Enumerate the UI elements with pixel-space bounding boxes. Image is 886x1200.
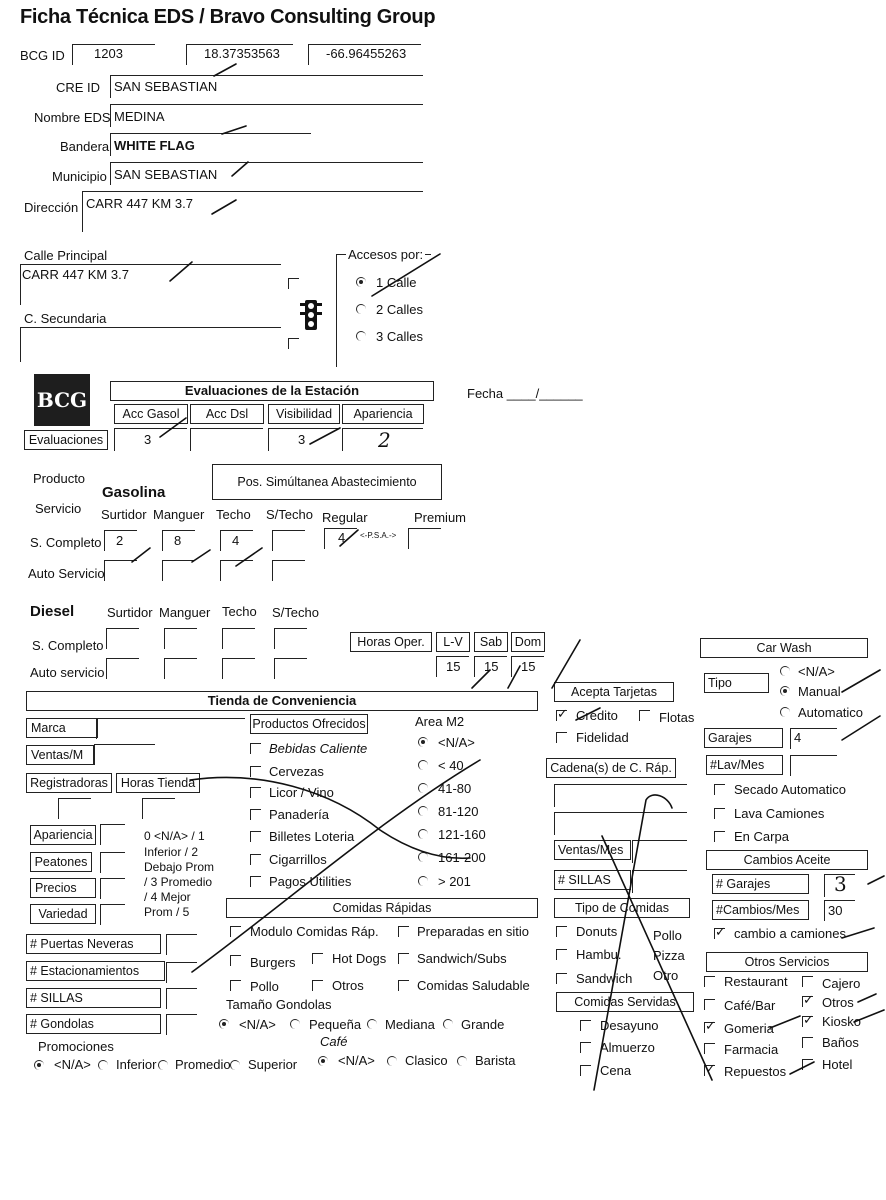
gas-auto-servicio-label: Auto Servicio xyxy=(28,566,105,581)
tamano-na-radio[interactable] xyxy=(219,1019,229,1029)
billetes-loteria-label: Billetes Loteria xyxy=(269,829,355,844)
hot-dogs-checkbox[interactable] xyxy=(312,953,323,964)
area-na-label: <N/A> xyxy=(438,735,475,750)
gas-as-stecho-field[interactable] xyxy=(272,560,305,581)
scale-line-4: / 3 Promedio xyxy=(144,875,213,889)
dsl-as-surtidor-field[interactable] xyxy=(106,658,139,679)
horas-lv-value: 15 xyxy=(446,659,461,674)
cena-label: Cena xyxy=(600,1063,632,1078)
cafe-bar-label: Café/Bar xyxy=(724,998,776,1013)
panaderia-label: Panadería xyxy=(269,807,329,822)
promo-superior-radio[interactable] xyxy=(230,1060,240,1070)
licor-vino-label: Licor / Vino xyxy=(269,785,334,800)
cafe-label: Café xyxy=(320,1034,348,1049)
restaurant-label: Restaurant xyxy=(724,974,788,989)
donuts-label: Donuts xyxy=(576,924,618,939)
promo-superior-label: Superior xyxy=(248,1057,298,1072)
cafe-barista-radio[interactable] xyxy=(457,1056,467,1066)
gas-sc-manguer-value: 8 xyxy=(174,533,182,548)
acceso-1-calle-label: 1 Calle xyxy=(376,275,417,290)
gas-sc-surtidor-value: 2 xyxy=(116,533,124,548)
area-gt201-radio[interactable] xyxy=(418,876,428,886)
cadena-ventas-label: Ventas/Mes xyxy=(554,840,631,860)
dsl-auto-servicio-label: Auto servicio xyxy=(30,665,105,680)
bcg-logo: BCG xyxy=(34,374,90,426)
producto-label: Producto xyxy=(33,471,86,486)
desayuno-checkbox[interactable] xyxy=(580,1020,591,1031)
gomeria-label: Gomeria xyxy=(724,1021,774,1036)
carwash-automatico-radio[interactable] xyxy=(780,707,790,717)
carwash-automatico-label: Automatico xyxy=(798,705,864,720)
carwash-manual-label: Manual xyxy=(798,684,841,699)
bcg-id-value: 1203 xyxy=(94,46,123,61)
bcg-id-label: BCG ID xyxy=(20,48,65,63)
comidas-servidas-header: Comidas Servidas xyxy=(556,992,694,1012)
scale-line-1: 0 <N/A> / 1 xyxy=(144,829,205,843)
calle-secundaria-field[interactable] xyxy=(20,327,281,362)
dsl-as-manguer-field[interactable] xyxy=(164,658,197,679)
calle-secundaria-label: C. Secundaria xyxy=(24,311,107,326)
en-carpa-label: En Carpa xyxy=(734,829,789,844)
promociones-label: Promociones xyxy=(38,1039,114,1054)
peatones-label: Peatones xyxy=(30,852,92,872)
carwash-garajes-value: 4 xyxy=(794,730,802,745)
scale-line-5: / 4 Mejor xyxy=(144,890,191,904)
gasolina-title: Gasolina xyxy=(102,484,166,501)
flotas-label: Flotas xyxy=(659,710,695,725)
en-carpa-checkbox[interactable] xyxy=(714,831,725,842)
gas-techo-header: Techo xyxy=(216,507,251,522)
page-title: Ficha Técnica EDS / Bravo Consulting Group xyxy=(20,6,436,28)
dsl-as-stecho-field[interactable] xyxy=(274,658,307,679)
municipio-label: Municipio xyxy=(52,169,107,184)
diesel-title: Diesel xyxy=(30,603,75,620)
productos-ofrecidos-header: Productos Ofrecidos xyxy=(250,714,368,734)
variedad-label: Variedad xyxy=(30,904,96,924)
tienda-apariencia-label: Apariencia xyxy=(30,825,96,845)
gondolas-label: # Gondolas xyxy=(26,1014,161,1034)
otros-servicio-label: Otros xyxy=(822,995,854,1010)
comidas-rapidas-header: Comidas Rápidas xyxy=(226,898,538,918)
hotel-label: Hotel xyxy=(822,1057,853,1072)
regular-header: Regular xyxy=(322,510,368,525)
peatones-field[interactable] xyxy=(100,852,125,873)
panaderia-checkbox[interactable] xyxy=(250,809,261,820)
cadena-ventas-field[interactable] xyxy=(632,840,687,863)
cervezas-label: Cervezas xyxy=(269,764,324,779)
area-gt201-label: > 201 xyxy=(438,874,471,889)
precios-label: Precios xyxy=(30,878,96,898)
calle-principal-checkbox[interactable] xyxy=(288,278,299,289)
tamano-grande-label: Grande xyxy=(461,1017,505,1032)
cadena-rapida-header: Cadena(s) de C. Ráp. xyxy=(546,758,676,778)
carwash-na-radio[interactable] xyxy=(780,666,790,676)
gas-as-techo-field[interactable] xyxy=(220,560,253,581)
horas-sab-header: Sab xyxy=(474,632,508,652)
pos-simultanea-header: Pos. Simúltanea Abastecimiento xyxy=(212,464,442,500)
scale-line-3: Debajo Prom xyxy=(144,860,215,874)
area-81-120-radio[interactable] xyxy=(418,806,428,816)
desayuno-label: Desayuno xyxy=(600,1018,659,1033)
cambio-camiones-label: cambio a camiones xyxy=(734,926,846,941)
nombre-eds-label: Nombre EDS xyxy=(34,110,111,125)
modulo-comidas-checkbox[interactable] xyxy=(230,926,241,937)
preparadas-sitio-label: Preparadas en sitio xyxy=(417,924,530,939)
lava-camiones-label: Lava Camiones xyxy=(734,806,825,821)
comidas-saludable-label: Comidas Saludable xyxy=(417,978,530,993)
bebidas-calientes-checkbox[interactable] xyxy=(250,743,261,754)
psa-label: <-P.S.A.-> xyxy=(360,531,397,540)
dsl-techo-header: Techo xyxy=(222,604,257,619)
nombre-eds-value: MEDINA xyxy=(114,109,165,124)
tamano-pequena-label: Pequeña xyxy=(309,1017,362,1032)
cena-checkbox[interactable] xyxy=(580,1065,591,1076)
servicio-label: Servicio xyxy=(35,501,82,516)
banos-label: Baños xyxy=(822,1035,859,1050)
pollo-label: Pollo xyxy=(250,979,279,994)
burgers-checkbox[interactable] xyxy=(230,955,241,966)
almuerzo-checkbox[interactable] xyxy=(580,1042,591,1053)
acc-dsl-field[interactable] xyxy=(190,428,263,451)
puertas-neveras-label: # Puertas Neveras xyxy=(26,934,161,954)
pollo-checkbox[interactable] xyxy=(230,980,241,991)
lava-camiones-checkbox[interactable] xyxy=(714,808,725,819)
farmacia-label: Farmacia xyxy=(724,1042,779,1057)
scale-line-6: Prom / 5 xyxy=(144,905,190,919)
lav-mes-field[interactable] xyxy=(790,755,837,776)
tamano-gondolas-label: Tamaño Gondolas xyxy=(226,997,332,1012)
car-wash-header: Car Wash xyxy=(700,638,868,658)
cafe-bar-checkbox[interactable] xyxy=(704,999,715,1010)
tamano-mediana-radio[interactable] xyxy=(367,1019,377,1029)
secado-automatico-checkbox[interactable] xyxy=(714,784,725,795)
promo-promedio-label: Promedio xyxy=(175,1057,231,1072)
promo-inferior-label: Inferior xyxy=(116,1057,157,1072)
repuestos-checkbox[interactable] xyxy=(704,1065,715,1076)
licor-vino-checkbox[interactable] xyxy=(250,787,261,798)
hot-dogs-label: Hot Dogs xyxy=(332,951,387,966)
area-lt40-radio[interactable] xyxy=(418,760,428,770)
otros-comida-checkbox[interactable] xyxy=(312,980,323,991)
area-41-80-label: 41-80 xyxy=(438,781,472,796)
gondolas-field[interactable] xyxy=(166,1014,197,1035)
bandera-label: Bandera xyxy=(60,139,110,154)
acc-gasol-header: Acc Gasol xyxy=(114,404,188,424)
calle-principal-value: CARR 447 KM 3.7 xyxy=(22,267,129,282)
gas-sc-stecho-field[interactable] xyxy=(272,530,305,551)
tienda-sillas-field[interactable] xyxy=(166,988,197,1009)
marca-field[interactable] xyxy=(96,718,245,739)
cafe-barista-label: Barista xyxy=(475,1053,516,1068)
cigarrillos-checkbox[interactable] xyxy=(250,854,261,865)
cervezas-checkbox[interactable] xyxy=(250,766,261,777)
pizza-label: Pizza xyxy=(653,948,685,963)
comidas-saludable-checkbox[interactable] xyxy=(398,980,409,991)
dsl-stecho-header: S/Techo xyxy=(272,605,319,620)
gas-s-completo-label: S. Completo xyxy=(30,535,102,550)
tipo-comidas-header: Tipo de Comidas xyxy=(554,898,690,918)
acceso-3-calles-label: 3 Calles xyxy=(376,329,423,344)
gas-sc-techo-value: 4 xyxy=(232,533,240,548)
cadena-sillas-field[interactable] xyxy=(632,870,687,893)
tamano-pequena-radio[interactable] xyxy=(290,1019,300,1029)
banos-checkbox[interactable] xyxy=(802,1037,813,1048)
lav-mes-label: #Lav/Mes xyxy=(706,755,783,775)
dsl-s-completo-label: S. Completo xyxy=(32,638,104,653)
direccion-value: CARR 447 KM 3.7 xyxy=(86,196,193,211)
dsl-surtidor-header: Surtidor xyxy=(107,605,153,620)
regular-value: 4 xyxy=(338,530,346,545)
sandwich-checkbox[interactable] xyxy=(556,973,567,984)
gomeria-checkbox[interactable] xyxy=(704,1022,715,1033)
acc-gasol-value: 3 xyxy=(144,432,152,447)
horas-dom-value: 15 xyxy=(521,659,536,674)
credito-label: Crédito xyxy=(576,708,618,723)
cajero-label: Cajero xyxy=(822,976,861,991)
tienda-header: Tienda de Conveniencia xyxy=(26,691,538,711)
farmacia-checkbox[interactable] xyxy=(704,1043,715,1054)
carwash-garajes-label: Garajes xyxy=(704,728,783,748)
promo-na-label: <N/A> xyxy=(54,1057,91,1072)
apariencia-value: 2 xyxy=(378,428,391,452)
gas-stecho-header: S/Techo xyxy=(266,507,313,522)
dsl-sc-surtidor-field[interactable] xyxy=(106,628,139,649)
sandwich-label: Sandwich xyxy=(576,971,633,986)
kiosko-checkbox[interactable] xyxy=(802,1016,813,1027)
accesos-label: Accesos por: xyxy=(348,247,424,262)
fidelidad-checkbox[interactable] xyxy=(556,732,567,743)
tamano-grande-radio[interactable] xyxy=(443,1019,453,1029)
cafe-clasico-radio[interactable] xyxy=(387,1056,397,1066)
evaluaciones-header: Evaluaciones de la Estación xyxy=(110,381,434,401)
cambios-mes-label: #Cambios/Mes xyxy=(712,900,809,920)
modulo-comidas-label: Modulo Comidas Ráp. xyxy=(250,924,379,939)
visibilidad-value: 3 xyxy=(298,432,306,447)
area-161-200-label: 161-200 xyxy=(438,850,486,865)
latitude-value: 18.37353563 xyxy=(204,46,280,61)
billetes-loteria-checkbox[interactable] xyxy=(250,831,261,842)
variedad-field[interactable] xyxy=(100,904,125,925)
credito-checkbox[interactable] xyxy=(556,710,567,721)
cre-id-label: CRE ID xyxy=(56,80,101,95)
tienda-apariencia-field[interactable] xyxy=(100,824,125,845)
area-m2-label: Area M2 xyxy=(415,714,465,729)
horas-tienda-label: Horas Tienda xyxy=(116,773,200,793)
dsl-sc-stecho-field[interactable] xyxy=(274,628,307,649)
otros-comida-label: Otros xyxy=(332,978,364,993)
cre-id-value: SAN SEBASTIAN xyxy=(114,79,218,94)
calle-secundaria-checkbox[interactable] xyxy=(288,338,299,349)
gas-manguer-header: Manguer xyxy=(153,507,205,522)
area-121-160-radio[interactable] xyxy=(418,829,428,839)
otros-servicio-checkbox[interactable] xyxy=(802,996,813,1007)
horas-tienda-field[interactable] xyxy=(142,798,175,819)
puertas-neveras-field[interactable] xyxy=(166,934,197,955)
fidelidad-label: Fidelidad xyxy=(576,730,629,745)
secado-automatico-label: Secado Automatico xyxy=(734,782,847,797)
cafe-na-radio[interactable] xyxy=(318,1056,328,1066)
hotel-checkbox[interactable] xyxy=(802,1059,813,1070)
dsl-manguer-header: Manguer xyxy=(159,605,211,620)
tienda-sillas-label: # SILLAS xyxy=(26,988,161,1008)
repuestos-label: Repuestos xyxy=(724,1064,787,1079)
tamano-na-label: <N/A> xyxy=(239,1017,276,1032)
ventas-m-label: Ventas/M xyxy=(26,745,94,765)
cadena-field-1[interactable] xyxy=(554,784,687,807)
sandwich-subs-label: Sandwich/Subs xyxy=(417,951,507,966)
precios-field[interactable] xyxy=(100,878,125,899)
gas-as-surtidor-field[interactable] xyxy=(104,560,137,581)
area-121-160-label: 121-160 xyxy=(438,827,486,842)
otro-label: Otro xyxy=(653,968,679,983)
estacionamientos-field[interactable] xyxy=(166,962,197,983)
promo-inferior-radio[interactable] xyxy=(98,1060,108,1070)
cambios-aceite-header: Cambios Aceite xyxy=(706,850,868,870)
municipio-value: SAN SEBASTIAN xyxy=(114,167,218,182)
cambios-mes-value: 30 xyxy=(828,903,843,918)
cajero-checkbox[interactable] xyxy=(802,976,813,987)
almuerzo-label: Almuerzo xyxy=(600,1040,655,1055)
restaurant-checkbox[interactable] xyxy=(704,976,715,987)
hamburguesa-checkbox[interactable] xyxy=(556,949,567,960)
acceso-3-calles-radio[interactable] xyxy=(356,331,366,341)
otros-servicios-header: Otros Servicios xyxy=(706,952,868,972)
cigarrillos-label: Cigarrillos xyxy=(269,852,327,867)
cadena-sillas-label: # SILLAS xyxy=(554,870,631,890)
car-wash-tipo-label: Tipo xyxy=(704,673,769,693)
promo-na-radio[interactable] xyxy=(34,1060,44,1070)
ventas-m-field[interactable] xyxy=(94,744,155,765)
direccion-label: Dirección xyxy=(24,200,79,215)
gas-as-manguer-field[interactable] xyxy=(162,560,195,581)
traffic-light-icon xyxy=(298,298,324,332)
marca-label: Marca xyxy=(26,718,98,738)
acceso-2-calles-radio[interactable] xyxy=(356,304,366,314)
horas-lv-header: L-V xyxy=(436,632,470,652)
area-161-200-radio[interactable] xyxy=(418,852,428,862)
registradoras-field[interactable] xyxy=(58,798,91,819)
aceite-garajes-label: # Garajes xyxy=(712,874,809,894)
fecha-label: Fecha ____/______ xyxy=(467,386,583,401)
hamburguesa-label: Hambu. xyxy=(576,947,622,962)
flotas-checkbox[interactable] xyxy=(639,710,650,721)
burgers-label: Burgers xyxy=(250,955,296,970)
promo-promedio-radio[interactable] xyxy=(158,1060,168,1070)
aceite-garajes-value: 3 xyxy=(834,872,847,896)
donuts-checkbox[interactable] xyxy=(556,926,567,937)
horas-dom-header: Dom xyxy=(511,632,545,652)
pagos-utilities-checkbox[interactable] xyxy=(250,876,261,887)
pagos-utilities-label: Pagos Utilities xyxy=(269,874,352,889)
acceso-1-calle-radio[interactable] xyxy=(356,277,366,287)
horas-sab-value: 15 xyxy=(484,659,499,674)
visibilidad-header: Visibilidad xyxy=(268,404,340,424)
gas-surtidor-header: Surtidor xyxy=(101,507,147,522)
cadena-field-2[interactable] xyxy=(554,812,687,835)
registradoras-label: Registradoras xyxy=(26,773,112,793)
kiosko-label: Kiosko xyxy=(822,1014,862,1029)
evaluaciones-button[interactable]: Evaluaciones xyxy=(24,430,108,450)
bandera-value: WHITE FLAG xyxy=(114,138,195,153)
area-81-120-label: 81-120 xyxy=(438,804,479,819)
premium-field[interactable] xyxy=(408,528,441,549)
dsl-sc-manguer-field[interactable] xyxy=(164,628,197,649)
cafe-clasico-label: Clasico xyxy=(405,1053,448,1068)
cambio-camiones-checkbox[interactable] xyxy=(714,928,725,939)
area-lt40-label: < 40 xyxy=(438,758,464,773)
dsl-sc-techo-field[interactable] xyxy=(222,628,255,649)
preparadas-sitio-checkbox[interactable] xyxy=(398,926,409,937)
area-41-80-radio[interactable] xyxy=(418,783,428,793)
premium-header: Premium xyxy=(414,510,467,525)
scale-line-2: Inferior / 2 xyxy=(144,845,199,859)
dsl-as-techo-field[interactable] xyxy=(222,658,255,679)
carwash-na-label: <N/A> xyxy=(798,664,835,679)
horas-oper-label: Horas Oper. xyxy=(350,632,432,652)
carwash-manual-radio[interactable] xyxy=(780,686,790,696)
tamano-mediana-label: Mediana xyxy=(385,1017,435,1032)
cadena-pollo-label: Pollo xyxy=(653,928,682,943)
estacionamientos-label: # Estacionamientos xyxy=(26,961,165,981)
bebidas-calientes-label: Bebidas Caliente xyxy=(269,741,368,756)
acceso-2-calles-label: 2 Calles xyxy=(376,302,423,317)
cafe-na-label: <N/A> xyxy=(338,1053,375,1068)
calle-principal-label: Calle Principal xyxy=(24,248,108,263)
acepta-tarjetas-header: Acepta Tarjetas xyxy=(554,682,674,702)
apariencia-header: Apariencia xyxy=(342,404,424,424)
longitude-value: -66.96455263 xyxy=(326,46,407,61)
sandwich-subs-checkbox[interactable] xyxy=(398,953,409,964)
area-na-radio[interactable] xyxy=(418,737,428,747)
acc-dsl-header: Acc Dsl xyxy=(190,404,264,424)
